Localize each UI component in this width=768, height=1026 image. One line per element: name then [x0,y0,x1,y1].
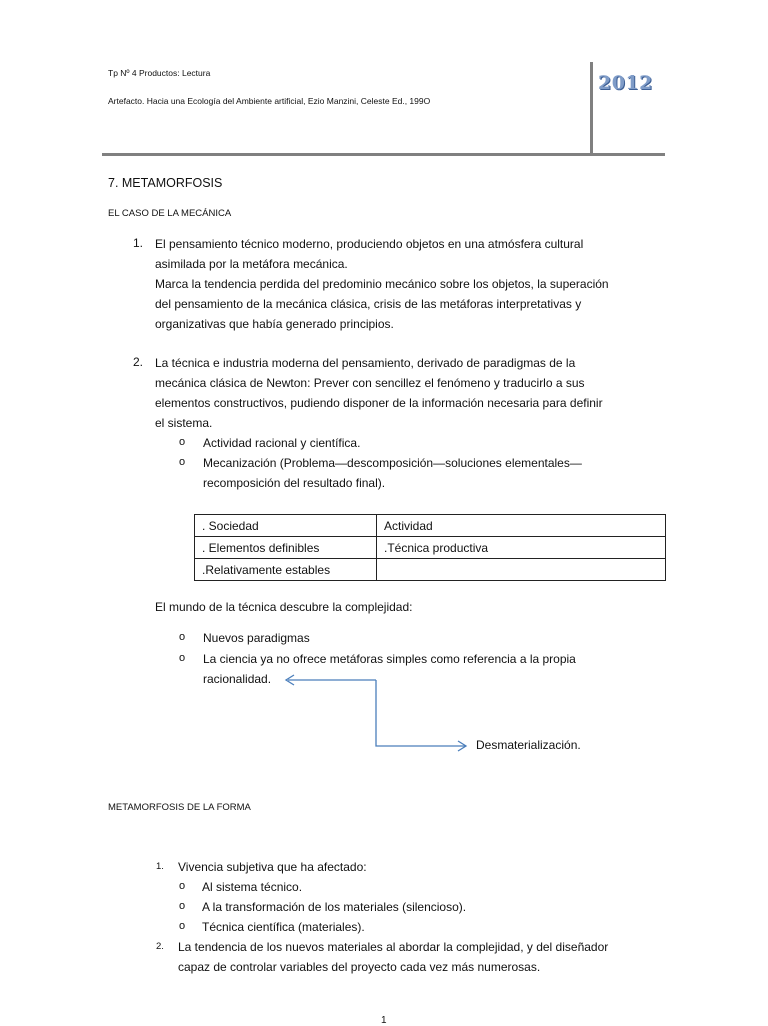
year-badge: 2012 [598,72,653,94]
table-row [195,515,666,537]
bullet-marker: o [179,436,186,448]
text-line: mecánica clásica de Newton: Prever con sencillez el fenómeno y traducirlo a sus [155,376,585,390]
text-line: Marca la tendencia perdida del predominio mecánico sobre los objetos, la superación [155,277,609,291]
text-line: elementos constructivos, pudiendo disponer de la información necesaria para definir [155,396,603,410]
text-line: El pensamiento técnico moderno, produciendo objetos en una atmósfera cultural [155,237,584,251]
header-horizontal-rule [102,153,665,156]
table-cell: . Sociedad [195,515,377,537]
bullet-text: Técnica científica (materiales). [202,920,365,934]
item-text: Vivencia subjetiva que ha afectado: [178,860,367,874]
bullet-text: A la transformación de los materiales (silencioso). [202,900,467,914]
bullet-text: Actividad racional y científica. [203,436,361,450]
bullet-text: Al sistema técnico. [202,880,303,894]
item2-text [155,353,603,433]
table-row [195,537,666,559]
section2-title: METAMORFOSIS DE LA FORMA [108,802,251,813]
bullet-text-continued: racionalidad. [203,672,272,686]
table-cell: Actividad [377,515,666,537]
text-line: del pensamiento de la mecánica clásica, crisis de las metáforas interpretativas y [155,297,582,311]
item-number: 1. [133,236,144,250]
text-line: el sistema. [155,416,213,430]
bullet-marker: o [179,652,186,664]
course-label: Tp Nº 4 Productos: Lectura [108,68,211,78]
reference-label: Artefacto. Hacia una Ecología del Ambiente artificial, Ezio Manzini, Celeste Ed., 199O [108,96,431,106]
section-subtitle: EL CASO DE LA MECÁNICA [108,208,232,219]
complexity-lead: El mundo de la técnica descubre la complejidad: [155,600,413,614]
text-line: organizativas que había generado principios. [155,317,394,331]
text-line: capaz de controlar variables del proyecto cada vez más numerosas. [178,960,541,974]
bullet-marker: o [179,920,186,932]
header-vertical-rule [590,62,593,154]
bullet-marker: o [179,631,186,643]
table-cell [377,559,666,581]
bullet-marker: o [179,880,186,892]
connector-arrow-icon [280,672,480,754]
item-number: 2. [156,941,164,952]
text-line: La tendencia de los nuevos materiales al abordar la complejidad, y del diseñador [178,940,609,954]
bullet-text-continued: recomposición del resultado final). [203,476,386,490]
item2-text [178,937,608,977]
bullet-marker: o [179,456,186,468]
arrow-label: Desmaterialización. [476,738,581,752]
bullet-text: Mecanización (Problema—descomposición—soluciones elementales— [203,456,582,470]
section-title: 7. METAMORFOSIS [108,176,223,190]
table-row [195,559,666,581]
item-number: 1. [156,861,164,872]
bullet-text: Nuevos paradigmas [203,631,310,645]
table-cell: .Relativamente estables [195,559,377,581]
item-number: 2. [133,355,144,369]
page-number: 1 [381,1015,387,1026]
table-cell: . Elementos definibles [195,537,377,559]
society-activity-table [194,514,666,581]
text-line: asimilada por la metáfora mecánica. [155,257,348,271]
text-line: La técnica e industria moderna del pensamiento, derivado de paradigmas de la [155,356,576,370]
bullet-marker: o [179,900,186,912]
item1-text [155,234,609,334]
bullet-text: La ciencia ya no ofrece metáforas simples como referencia a la propia [203,652,576,666]
table-cell: .Técnica productiva [377,537,666,559]
